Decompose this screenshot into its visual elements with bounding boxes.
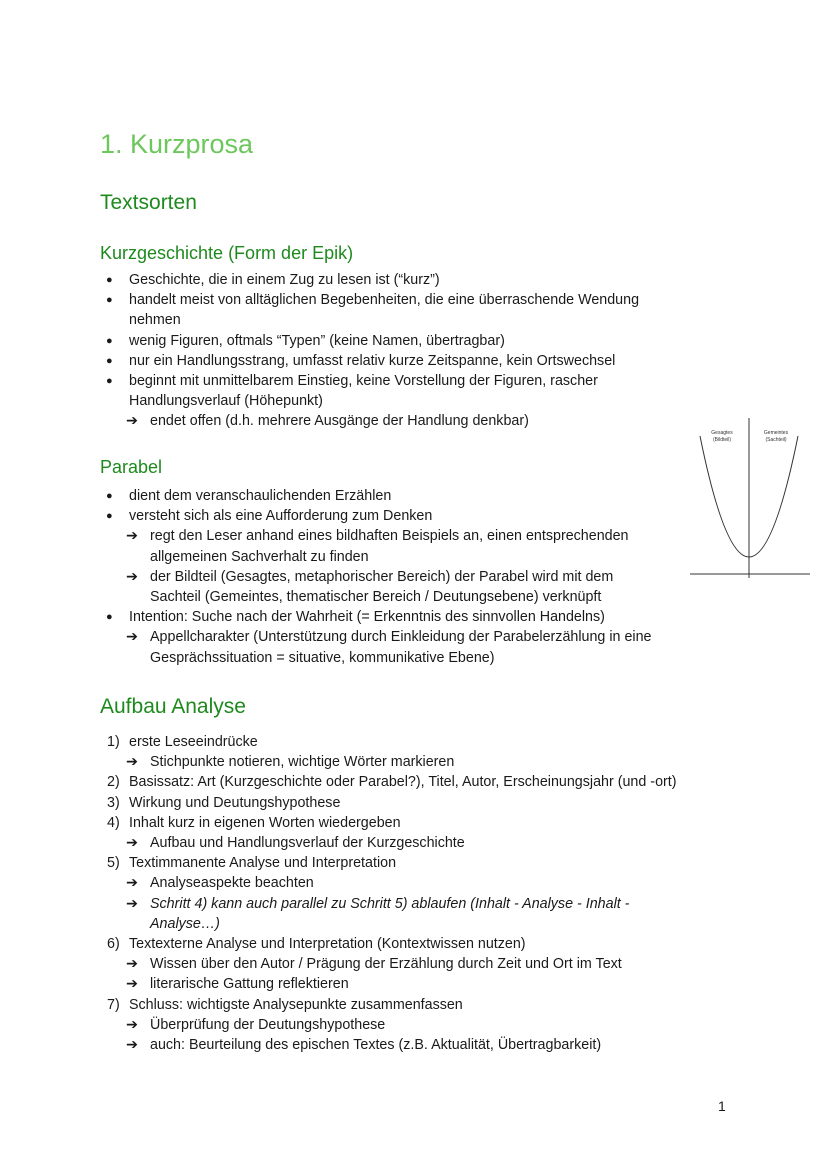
bullet-icon: ● xyxy=(106,334,113,347)
heading-parabel: Parabel xyxy=(100,457,163,477)
bullet-icon: ● xyxy=(106,510,113,523)
diagram-label-gesagtes: Gesagtes xyxy=(711,430,733,436)
step-number: 5) xyxy=(107,855,120,872)
list-item: 6) Textexterne Analyse und Interpretation (Kontextwissen nutzen) xyxy=(100,934,760,954)
diagram-label-sachteil: (Sachteil) xyxy=(765,437,787,443)
page-title: 1. Kurzprosa xyxy=(100,129,254,159)
arrow-icon: ➔ xyxy=(126,1016,138,1033)
parabola-diagram xyxy=(690,418,810,578)
arrow-icon: ➔ xyxy=(126,895,138,912)
sub-list-item: ➔ endet offen (d.h. mehrere Ausgänge der Handlung denkbar) xyxy=(100,411,700,431)
step-number: 4) xyxy=(107,814,120,831)
arrow-icon: ➔ xyxy=(126,528,138,545)
arrow-icon: ➔ xyxy=(126,413,138,430)
bullet-icon: ● xyxy=(106,611,113,624)
arrow-icon: ➔ xyxy=(126,835,138,852)
kurzgeschichte-list xyxy=(100,270,700,432)
diagram-label-gemeintes: Gemeintes xyxy=(763,430,789,436)
sub-list-item: ➔ Analyseaspekte beachten xyxy=(100,873,760,893)
list-item: ● versteht sich als eine Aufforderung zum Denken xyxy=(100,506,700,526)
sub-list-item-continuation: Gesprächssituation = situative, kommunikative Ebene) xyxy=(150,649,495,666)
list-item-continuation: Handlungsverlauf (Höhepunkt) xyxy=(129,393,323,410)
heading-aufbau-analyse: Aufbau Analyse xyxy=(100,695,246,718)
sub-list-item: ➔ der Bildteil (Gesagtes, metaphorischer Bereich) der Parabel wird mit dem xyxy=(100,567,700,587)
arrow-icon: ➔ xyxy=(126,875,138,892)
sub-list-item: ➔ regt den Leser anhand eines bildhaften Beispiels an, einen entsprechenden xyxy=(100,526,700,546)
sub-list-item-continuation: Sachteil (Gemeintes, thematischer Bereich / Deutungsebene) verknüpft xyxy=(150,589,602,606)
bullet-icon: ● xyxy=(106,274,113,286)
sub-list-item: ➔ Wissen über den Autor / Prägung der Erzählung durch Zeit und Ort im Text xyxy=(100,954,760,974)
parabel-list xyxy=(100,486,700,668)
list-item: 3) Wirkung und Deutungshypothese xyxy=(100,793,760,813)
analyse-steps-list xyxy=(100,732,760,1055)
list-item: ● beginnt mit unmittelbarem Einstieg, keine Vorstellung der Figuren, rascher xyxy=(100,371,700,391)
arrow-icon: ➔ xyxy=(126,754,138,771)
list-item: ● handelt meist von alltäglichen Begebenheiten, die eine überraschende Wendung xyxy=(100,290,700,310)
heading-textsorten: Textsorten xyxy=(100,191,197,214)
list-item: ● wenig Figuren, oftmals “Typen” (keine Namen, übertragbar) xyxy=(100,331,700,351)
list-item: 7) Schluss: wichtigste Analysepunkte zusammenfassen xyxy=(100,995,760,1015)
list-item: 2) Basissatz: Art (Kurzgeschichte oder Parabel?), Titel, Autor, Erscheinungsjahr (und -ort) xyxy=(100,772,760,792)
sub-list-item: ➔ auch: Beurteilung des epischen Textes (z.B. Aktualität, Übertragbarkeit) xyxy=(100,1035,760,1055)
sub-list-item: ➔ literarische Gattung reflektieren xyxy=(100,974,760,994)
list-item-continuation: nehmen xyxy=(129,312,181,329)
sub-list-item: ➔ Schritt 4) kann auch parallel zu Schritt 5) ablaufen (Inhalt - Analyse - Inhalt - xyxy=(100,894,760,914)
list-item: ● Geschichte, die in einem Zug zu lesen ist (“kurz”) xyxy=(100,270,700,290)
list-item: 1) erste Leseeindrücke xyxy=(100,732,760,752)
step-number: 6) xyxy=(107,936,120,953)
arrow-icon: ➔ xyxy=(126,1037,138,1054)
bullet-icon: ● xyxy=(106,294,113,307)
diagram-label-bildteil: (Bildteil) xyxy=(712,437,732,443)
arrow-icon: ➔ xyxy=(126,629,138,646)
sub-list-item: ➔ Aufbau und Handlungsverlauf der Kurzgeschichte xyxy=(100,833,760,853)
arrow-icon: ➔ xyxy=(126,568,138,585)
sub-list-item-continuation: Analyse…) xyxy=(150,915,220,932)
sub-list-item: ➔ Appellcharakter (Unterstützung durch Einkleidung der Parabelerzählung in eine xyxy=(100,627,700,647)
step-number: 1) xyxy=(107,734,120,750)
bullet-icon: ● xyxy=(106,375,113,388)
page-number: 1 xyxy=(718,1098,726,1114)
list-item: ● Intention: Suche nach der Wahrheit (= Erkenntnis des sinnvollen Handelns) xyxy=(100,607,700,627)
bullet-icon: ● xyxy=(106,490,113,502)
bullet-icon: ● xyxy=(106,354,113,367)
sub-list-item-continuation: allgemeinen Sachverhalt zu finden xyxy=(150,548,369,565)
step-number: 3) xyxy=(107,794,120,811)
list-item: ● dient dem veranschaulichenden Erzählen xyxy=(100,486,700,506)
list-item: ● nur ein Handlungsstrang, umfasst relativ kurze Zeitspanne, kein Ortswechsel xyxy=(100,351,700,371)
arrow-icon: ➔ xyxy=(126,976,138,993)
arrow-icon: ➔ xyxy=(126,956,138,973)
step-number: 7) xyxy=(107,996,120,1013)
sub-list-item: ➔ Stichpunkte notieren, wichtige Wörter markieren xyxy=(100,752,760,772)
sub-list-item: ➔ Überprüfung der Deutungshypothese xyxy=(100,1015,760,1035)
heading-kurzgeschichte: Kurzgeschichte (Form der Epik) xyxy=(100,243,354,263)
list-item: 5) Textimmanente Analyse und Interpretation xyxy=(100,853,760,873)
list-item: 4) Inhalt kurz in eigenen Worten wiedergeben xyxy=(100,813,760,833)
step-number: 2) xyxy=(107,774,120,791)
